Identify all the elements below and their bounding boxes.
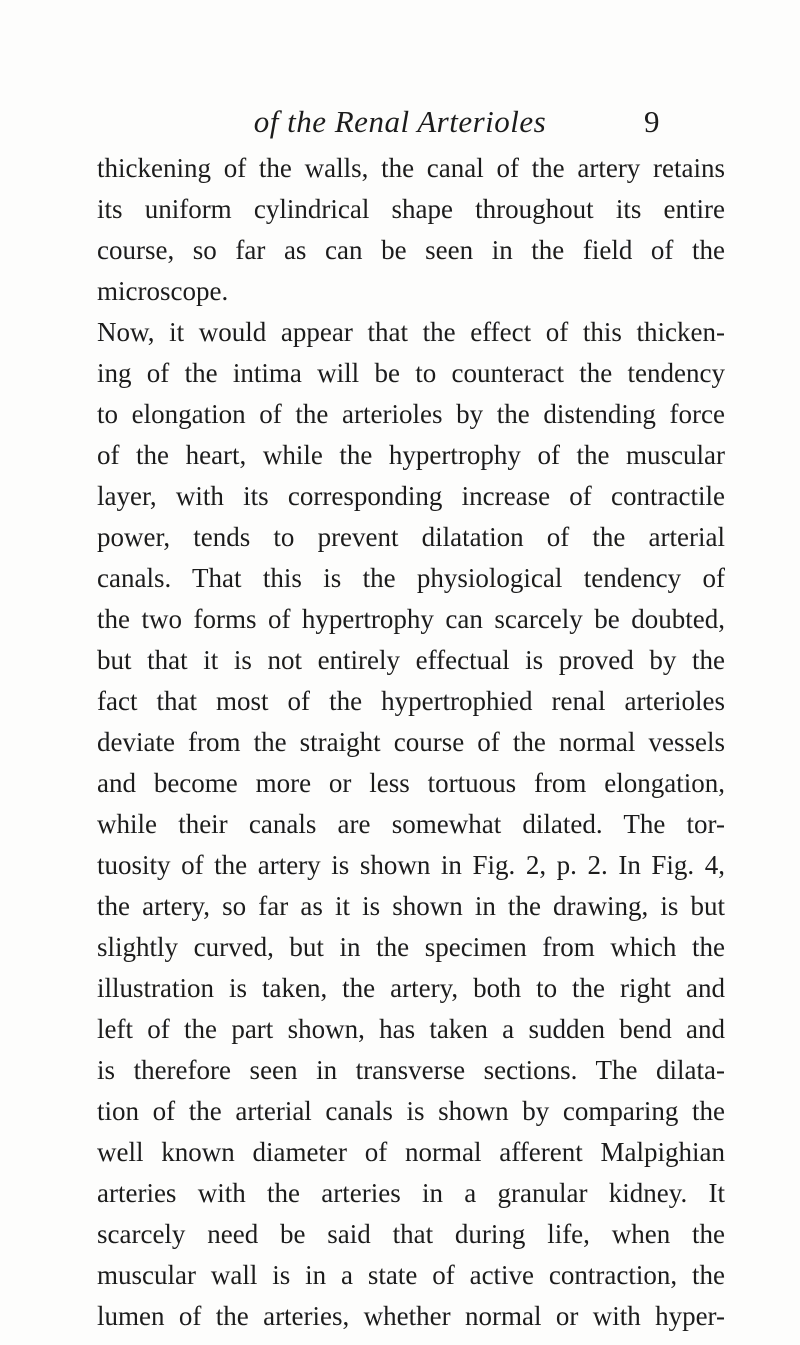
text-line: but that it is not entirely effectual is proved by the: [97, 645, 725, 675]
text-line: while their canals are somewhat dilated. The tor-: [97, 809, 725, 839]
text-line: course, so far as can be seen in the field of the: [97, 235, 725, 265]
text-line: to elongation of the arterioles by the distending force: [97, 399, 725, 429]
text-line: power, tends to prevent dilatation of the arterial: [97, 522, 725, 552]
text-line: the two forms of hypertrophy can scarcely be doubted,: [97, 604, 725, 634]
text-line: lumen of the arteries, whether normal or with hyper-: [97, 1301, 725, 1331]
text-line: fact that most of the hypertrophied renal arterioles: [97, 686, 725, 716]
text-line: deviate from the straight course of the normal vessels: [97, 727, 725, 757]
running-title: of the Renal Arterioles: [253, 104, 547, 139]
running-head: [0, 100, 800, 144]
text-line: ing of the intima will be to counteract the tendency: [97, 358, 725, 388]
text-line: well known diameter of normal afferent Malpighian: [97, 1137, 725, 1167]
text-line: tion of the arterial canals is shown by comparing the: [97, 1096, 725, 1126]
text-line: scarcely need be said that during life, when the: [97, 1219, 725, 1249]
text-line: of the heart, while the hypertrophy of the muscular: [97, 440, 725, 470]
text-line: the artery, so far as it is shown in the drawing, is but: [97, 891, 725, 921]
text-line: Now, it would appear that the effect of this thicken-: [97, 317, 725, 347]
text-line: illustration is taken, the artery, both to the right and: [97, 973, 725, 1003]
text-line: and become more or less tortuous from elongation,: [97, 768, 725, 798]
text-line: is therefore seen in transverse sections. The dilata-: [97, 1055, 725, 1085]
text-line: canals. That this is the physiological tendency of: [97, 563, 725, 593]
text-line: thickening of the walls, the canal of the artery retains: [97, 153, 725, 183]
text-line: slightly curved, but in the specimen from which the: [97, 932, 725, 962]
text-line: muscular wall is in a state of active contraction, the: [97, 1260, 725, 1290]
text-line: microscope.: [97, 276, 229, 306]
text-line: layer, with its corresponding increase of contractile: [97, 481, 725, 511]
page-number: 9: [644, 104, 660, 139]
text-line: its uniform cylindrical shape throughout its entire: [97, 194, 725, 224]
text-line: tuosity of the artery is shown in Fig. 2, p. 2. In Fig. 4,: [97, 850, 725, 880]
body-text: [97, 148, 725, 1337]
text-line: left of the part shown, has taken a sudden bend and: [97, 1014, 725, 1044]
text-line: arteries with the arteries in a granular kidney. It: [97, 1178, 725, 1208]
